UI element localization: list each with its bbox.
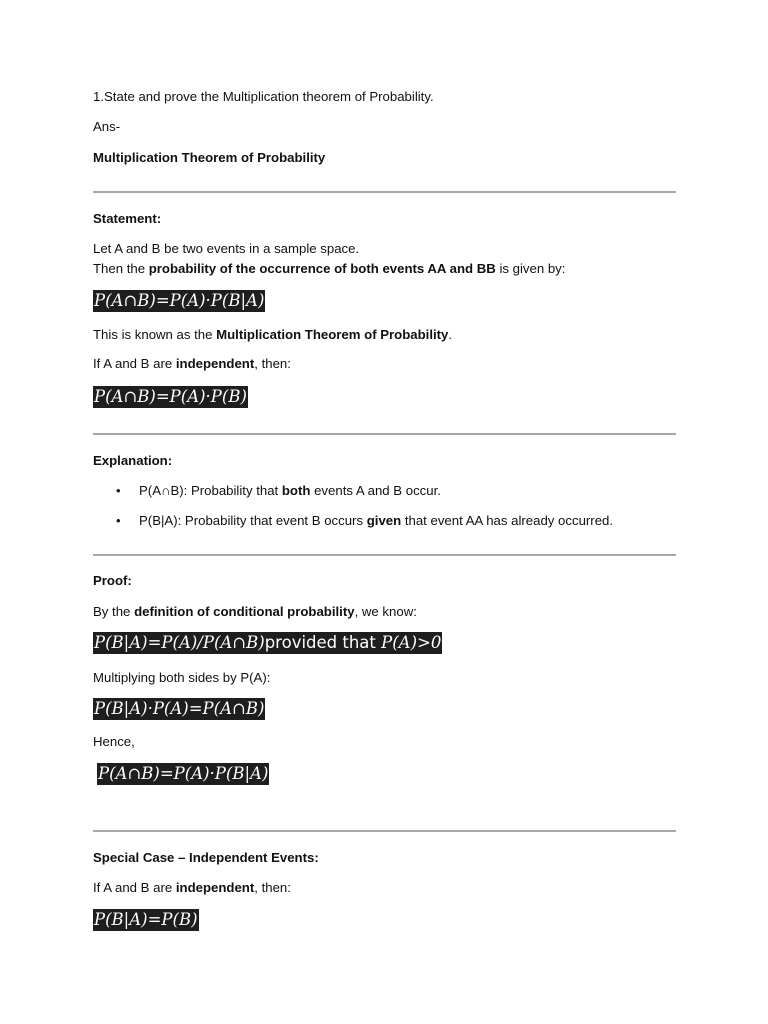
divider (93, 554, 676, 556)
formula-conditional-probability: P(B|A)=P(A)/P(A∩B)provided that P(A)>0 (94, 633, 442, 652)
bullet-icon: • (116, 513, 121, 528)
independent-line: If A and B are independent, then: (93, 356, 291, 371)
formula-independent: P(A∩B)=P(A)·P(B) (94, 387, 247, 406)
formula-result: P(A∩B)=P(A)·P(B|A) (98, 764, 269, 783)
statement-line-2: Then the probability of the occurrence of both events AA and BB is given by: (93, 261, 566, 276)
special-case-heading: Special Case – Independent Events: (93, 850, 319, 865)
divider (93, 830, 676, 832)
known-as-line: This is known as the Multiplication Theorem of Probability. (93, 327, 453, 342)
formula-multiplication-theorem: P(A∩B)=P(A)·P(B|A) (94, 291, 265, 310)
answer-label: Ans- (93, 119, 121, 134)
divider (93, 191, 676, 193)
hence-line: Hence, (93, 734, 135, 749)
explanation-heading: Explanation: (93, 453, 173, 468)
formula-independent-conditional: P(B|A)=P(B) (94, 910, 198, 929)
formula-multiplied: P(B|A)·P(A)=P(A∩B) (94, 699, 265, 718)
statement-heading: Statement: (93, 211, 162, 226)
list-item: P(B|A): Probability that event B occurs given that event AA has already occurred. (139, 513, 614, 528)
statement-line-1: Let A and B be two events in a sample space. (93, 241, 360, 256)
multiply-line: Multiplying both sides by P(A): (93, 670, 271, 685)
divider (93, 433, 676, 435)
proof-heading: Proof: (93, 573, 132, 588)
bullet-icon: • (116, 483, 121, 498)
list-item: P(A∩B): Probability that both events A and B occur. (139, 483, 441, 498)
question-text: 1.State and prove the Multiplication theorem of Probability. (93, 89, 434, 104)
document-title: Multiplication Theorem of Probability (93, 150, 326, 165)
special-independent-line: If A and B are independent, then: (93, 880, 291, 895)
proof-intro-line: By the definition of conditional probability, we know: (93, 604, 417, 619)
